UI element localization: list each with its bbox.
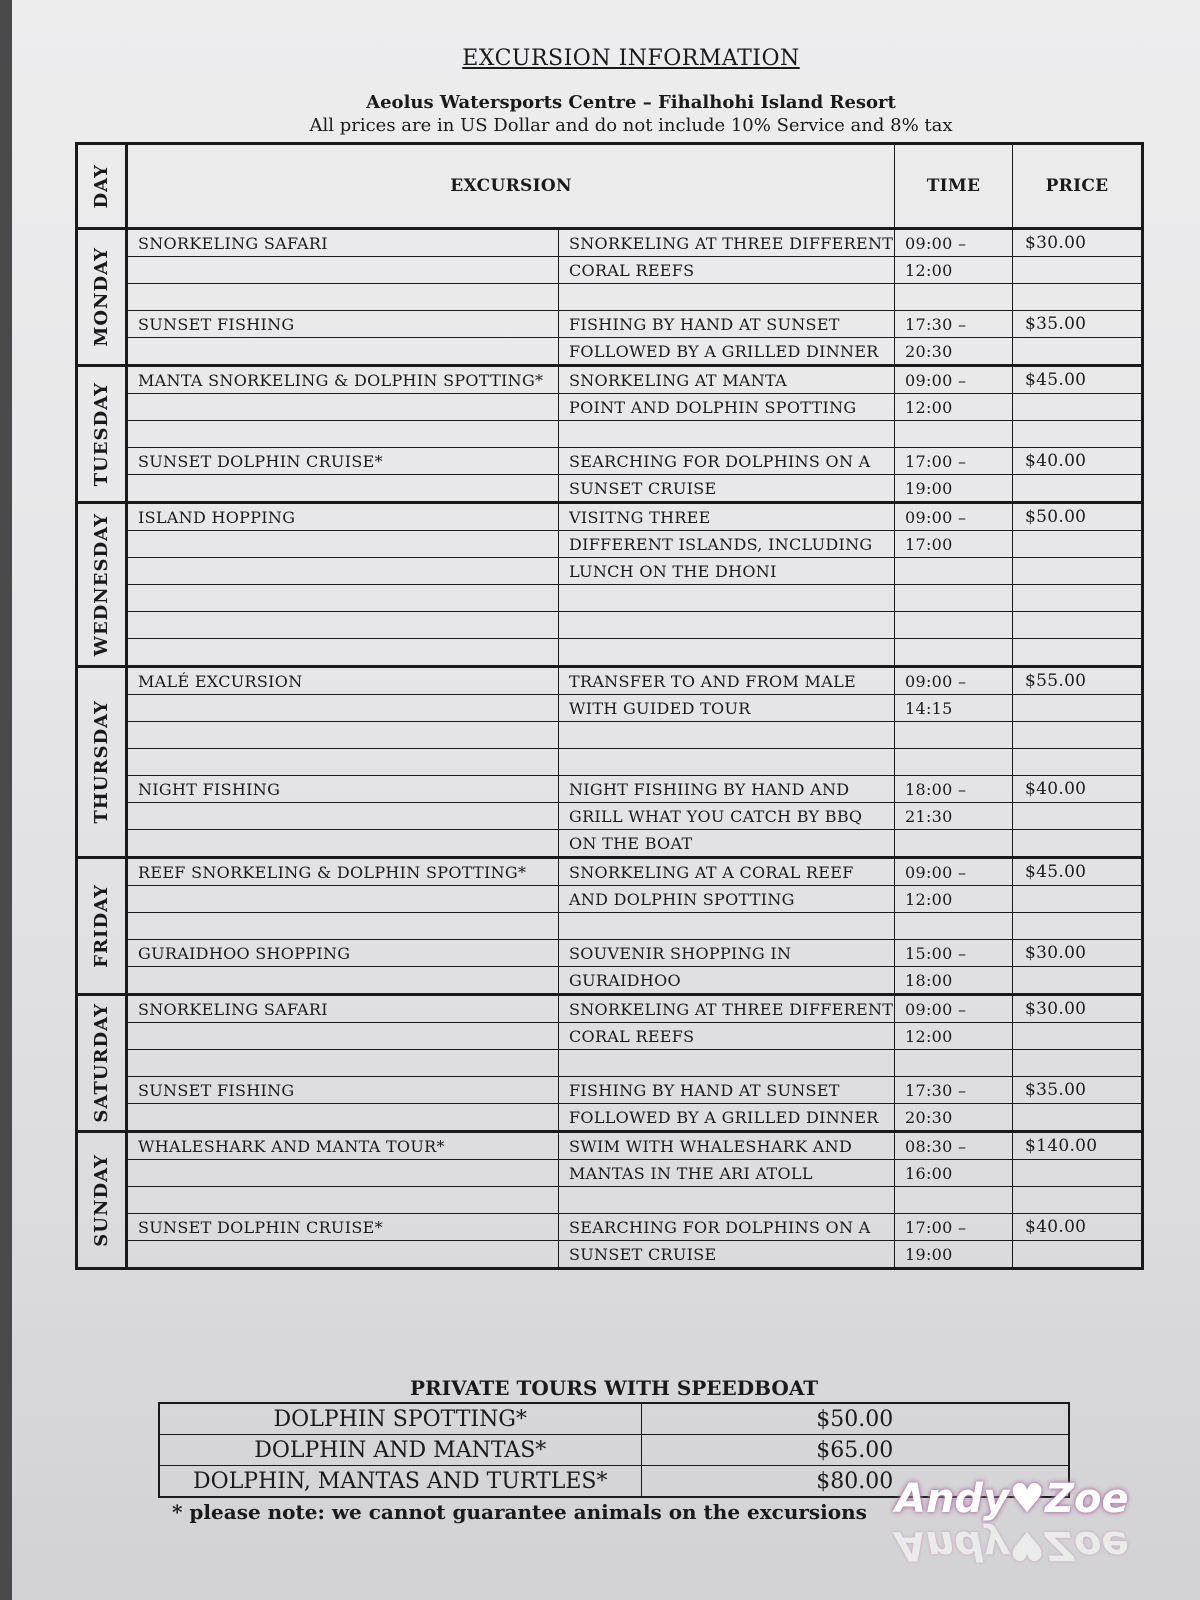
table-row bbox=[77, 1023, 1143, 1050]
excursion-name bbox=[127, 394, 559, 421]
time-cell bbox=[895, 722, 1013, 749]
time-cell bbox=[895, 421, 1013, 448]
excursion-description: ON THE BOAT bbox=[559, 830, 895, 858]
time-cell: 09:00 – bbox=[895, 858, 1013, 886]
excursion-description: FOLLOWED BY A GRILLED DINNER bbox=[559, 338, 895, 366]
price-cell bbox=[1013, 1187, 1143, 1214]
table-row bbox=[77, 1132, 1143, 1160]
table-header-row bbox=[77, 144, 1143, 229]
excursion-description: SNORKELING AT A CORAL REEF bbox=[559, 858, 895, 886]
time-cell: 09:00 – bbox=[895, 995, 1013, 1023]
day-label: FRIDAY bbox=[77, 858, 127, 995]
private-tour-row bbox=[159, 1403, 1069, 1435]
excursion-description: SOUVENIR SHOPPING IN bbox=[559, 940, 895, 967]
price-cell bbox=[1013, 1104, 1143, 1132]
excursion-name bbox=[127, 695, 559, 722]
table-row bbox=[77, 667, 1143, 695]
price-cell bbox=[1013, 886, 1143, 913]
price-cell bbox=[1013, 639, 1143, 667]
time-cell: 19:00 bbox=[895, 475, 1013, 503]
price-cell bbox=[1013, 695, 1143, 722]
excursion-description bbox=[559, 749, 895, 776]
excursion-name bbox=[127, 886, 559, 913]
excursion-name: GURAIDHOO SHOPPING bbox=[127, 940, 559, 967]
time-cell bbox=[895, 639, 1013, 667]
excursion-name bbox=[127, 913, 559, 940]
price-cell: $30.00 bbox=[1013, 940, 1143, 967]
table-row bbox=[77, 366, 1143, 394]
price-cell bbox=[1013, 338, 1143, 366]
excursion-description: FISHING BY HAND AT SUNSET bbox=[559, 311, 895, 338]
time-cell: 17:00 – bbox=[895, 448, 1013, 475]
table-row bbox=[77, 531, 1143, 558]
excursion-description bbox=[559, 421, 895, 448]
time-cell: 09:00 – bbox=[895, 503, 1013, 531]
table-row bbox=[77, 995, 1143, 1023]
excursion-name bbox=[127, 531, 559, 558]
price-cell bbox=[1013, 421, 1143, 448]
table-row bbox=[77, 722, 1143, 749]
excursion-description: SUNSET CRUISE bbox=[559, 1241, 895, 1269]
excursion-name: SNORKELING SAFARI bbox=[127, 229, 559, 257]
table-row bbox=[77, 1241, 1143, 1269]
table-row bbox=[77, 1160, 1143, 1187]
excursion-description: VISITNG THREE bbox=[559, 503, 895, 531]
time-cell: 16:00 bbox=[895, 1160, 1013, 1187]
time-column-header: TIME bbox=[895, 144, 1013, 229]
time-cell: 09:00 – bbox=[895, 229, 1013, 257]
price-cell bbox=[1013, 830, 1143, 858]
excursion-description: AND DOLPHIN SPOTTING bbox=[559, 886, 895, 913]
excursion-description: MANTAS IN THE ARI ATOLL bbox=[559, 1160, 895, 1187]
time-cell: 14:15 bbox=[895, 695, 1013, 722]
table-row bbox=[77, 1104, 1143, 1132]
price-cell: $40.00 bbox=[1013, 1214, 1143, 1241]
price-cell: $40.00 bbox=[1013, 448, 1143, 475]
day-label: WEDNESDAY bbox=[77, 503, 127, 667]
private-tour-name: DOLPHIN, MANTAS AND TURTLES* bbox=[159, 1466, 641, 1498]
table-row bbox=[77, 1077, 1143, 1104]
table-row bbox=[77, 229, 1143, 257]
excursion-description bbox=[559, 1050, 895, 1077]
day-label: TUESDAY bbox=[77, 366, 127, 503]
footnote: * please note: we cannot guarantee animals on the excursions bbox=[172, 1500, 867, 1524]
excursion-name bbox=[127, 1104, 559, 1132]
excursion-name: ISLAND HOPPING bbox=[127, 503, 559, 531]
excursion-name: SUNSET DOLPHIN CRUISE* bbox=[127, 448, 559, 475]
excursion-description: FISHING BY HAND AT SUNSET bbox=[559, 1077, 895, 1104]
price-cell bbox=[1013, 967, 1143, 995]
time-cell: 20:30 bbox=[895, 338, 1013, 366]
private-tour-row bbox=[159, 1435, 1069, 1466]
price-cell bbox=[1013, 1023, 1143, 1050]
excursion-description: CORAL REEFS bbox=[559, 1023, 895, 1050]
table-row bbox=[77, 338, 1143, 366]
table-row bbox=[77, 1214, 1143, 1241]
excursion-name: WHALESHARK AND MANTA TOUR* bbox=[127, 1132, 559, 1160]
price-cell bbox=[1013, 803, 1143, 830]
price-cell bbox=[1013, 722, 1143, 749]
excursion-description: SNORKELING AT THREE DIFFERENT bbox=[559, 229, 895, 257]
excursion-name: REEF SNORKELING & DOLPHIN SPOTTING* bbox=[127, 858, 559, 886]
excursion-description: GRILL WHAT YOU CATCH BY BBQ bbox=[559, 803, 895, 830]
time-cell bbox=[895, 830, 1013, 858]
table-row bbox=[77, 558, 1143, 585]
price-cell bbox=[1013, 1241, 1143, 1269]
excursion-description bbox=[559, 913, 895, 940]
time-cell: 09:00 – bbox=[895, 667, 1013, 695]
excursion-description: CORAL REEFS bbox=[559, 257, 895, 284]
table-row bbox=[77, 858, 1143, 886]
time-cell: 12:00 bbox=[895, 257, 1013, 284]
excursion-description: WITH GUIDED TOUR bbox=[559, 695, 895, 722]
price-cell bbox=[1013, 585, 1143, 612]
price-column-header: PRICE bbox=[1013, 144, 1143, 229]
table-row bbox=[77, 830, 1143, 858]
excursion-name bbox=[127, 722, 559, 749]
time-cell: 19:00 bbox=[895, 1241, 1013, 1269]
table-row bbox=[77, 448, 1143, 475]
time-cell bbox=[895, 585, 1013, 612]
excursion-description: POINT AND DOLPHIN SPOTTING bbox=[559, 394, 895, 421]
excursion-description: GURAIDHOO bbox=[559, 967, 895, 995]
table-row bbox=[77, 776, 1143, 803]
time-cell: 17:00 bbox=[895, 531, 1013, 558]
time-cell: 12:00 bbox=[895, 886, 1013, 913]
excursion-name: SUNSET DOLPHIN CRUISE* bbox=[127, 1214, 559, 1241]
excursion-name bbox=[127, 257, 559, 284]
excursion-name bbox=[127, 558, 559, 585]
excursion-name: SUNSET FISHING bbox=[127, 1077, 559, 1104]
time-cell bbox=[895, 749, 1013, 776]
table-row bbox=[77, 886, 1143, 913]
time-cell bbox=[895, 1050, 1013, 1077]
time-cell: 17:30 – bbox=[895, 311, 1013, 338]
excursion-name bbox=[127, 1023, 559, 1050]
time-cell bbox=[895, 284, 1013, 311]
price-cell: $140.00 bbox=[1013, 1132, 1143, 1160]
table-row bbox=[77, 803, 1143, 830]
excursion-description: SNORKELING AT MANTA bbox=[559, 366, 895, 394]
table-row bbox=[77, 749, 1143, 776]
excursion-description: FOLLOWED BY A GRILLED DINNER bbox=[559, 1104, 895, 1132]
time-cell: 12:00 bbox=[895, 394, 1013, 421]
table-row bbox=[77, 394, 1143, 421]
day-label: SUNDAY bbox=[77, 1132, 127, 1269]
price-cell: $45.00 bbox=[1013, 858, 1143, 886]
excursion-description bbox=[559, 722, 895, 749]
excursion-description: DIFFERENT ISLANDS, INCLUDING bbox=[559, 531, 895, 558]
price-cell: $35.00 bbox=[1013, 311, 1143, 338]
excursion-name: SNORKELING SAFARI bbox=[127, 995, 559, 1023]
table-row bbox=[77, 639, 1143, 667]
tax-note: All prices are in US Dollar and do not include 10% Service and 8% tax bbox=[309, 115, 953, 136]
excursion-description: SNORKELING AT THREE DIFFERENT bbox=[559, 995, 895, 1023]
time-cell bbox=[895, 913, 1013, 940]
price-cell: $50.00 bbox=[1013, 503, 1143, 531]
excursion-name bbox=[127, 749, 559, 776]
time-cell: 09:00 – bbox=[895, 366, 1013, 394]
excursion-name bbox=[127, 967, 559, 995]
table-row bbox=[77, 284, 1143, 311]
price-cell bbox=[1013, 749, 1143, 776]
table-row bbox=[77, 695, 1143, 722]
time-cell: 08:30 – bbox=[895, 1132, 1013, 1160]
excursion-name bbox=[127, 1050, 559, 1077]
time-cell: 18:00 bbox=[895, 967, 1013, 995]
private-tour-name: DOLPHIN AND MANTAS* bbox=[159, 1435, 641, 1466]
private-tour-name: DOLPHIN SPOTTING* bbox=[159, 1403, 641, 1435]
price-cell bbox=[1013, 531, 1143, 558]
time-cell: 21:30 bbox=[895, 803, 1013, 830]
excursion-name bbox=[127, 475, 559, 503]
excursion-name: MANTA SNORKELING & DOLPHIN SPOTTING* bbox=[127, 366, 559, 394]
excursion-description: SUNSET CRUISE bbox=[559, 475, 895, 503]
watermark-reflection: Andy♥Zoe bbox=[895, 1522, 1129, 1568]
price-cell: $30.00 bbox=[1013, 229, 1143, 257]
excursion-description bbox=[559, 284, 895, 311]
table-row bbox=[77, 311, 1143, 338]
excursion-name bbox=[127, 421, 559, 448]
table-row bbox=[77, 475, 1143, 503]
excursion-name bbox=[127, 585, 559, 612]
table-row bbox=[77, 967, 1143, 995]
excursion-name bbox=[127, 1187, 559, 1214]
price-cell: $55.00 bbox=[1013, 667, 1143, 695]
time-cell bbox=[895, 612, 1013, 639]
excursion-description bbox=[559, 1187, 895, 1214]
excursion-name bbox=[127, 639, 559, 667]
table-row bbox=[77, 503, 1143, 531]
price-cell bbox=[1013, 394, 1143, 421]
excursion-description: NIGHT FISHIING BY HAND AND bbox=[559, 776, 895, 803]
excursion-description: SEARCHING FOR DOLPHINS ON A bbox=[559, 448, 895, 475]
price-cell bbox=[1013, 257, 1143, 284]
price-cell bbox=[1013, 284, 1143, 311]
excursion-name: MALÉ EXCURSION bbox=[127, 667, 559, 695]
excursion-name: SUNSET FISHING bbox=[127, 311, 559, 338]
table-row bbox=[77, 913, 1143, 940]
price-cell bbox=[1013, 475, 1143, 503]
day-label: MONDAY bbox=[77, 229, 127, 366]
excursion-name bbox=[127, 338, 559, 366]
day-label: SATURDAY bbox=[77, 995, 127, 1132]
price-cell bbox=[1013, 913, 1143, 940]
excursion-name bbox=[127, 830, 559, 858]
table-row bbox=[77, 612, 1143, 639]
time-cell bbox=[895, 1187, 1013, 1214]
time-cell: 15:00 – bbox=[895, 940, 1013, 967]
price-cell: $30.00 bbox=[1013, 995, 1143, 1023]
price-cell: $45.00 bbox=[1013, 366, 1143, 394]
price-cell: $35.00 bbox=[1013, 1077, 1143, 1104]
excursion-description bbox=[559, 585, 895, 612]
price-cell bbox=[1013, 1050, 1143, 1077]
excursion-description: SWIM WITH WHALESHARK AND bbox=[559, 1132, 895, 1160]
excursion-description: SEARCHING FOR DOLPHINS ON A bbox=[559, 1214, 895, 1241]
excursion-name bbox=[127, 284, 559, 311]
excursion-name bbox=[127, 803, 559, 830]
excursion-name bbox=[127, 1160, 559, 1187]
excursion-description bbox=[559, 612, 895, 639]
day-column-header: DAY bbox=[77, 144, 127, 229]
table-row bbox=[77, 421, 1143, 448]
table-row bbox=[77, 940, 1143, 967]
excursion-schedule-table bbox=[75, 142, 1144, 1270]
table-row bbox=[77, 585, 1143, 612]
private-tour-price: $80.00 bbox=[641, 1466, 1069, 1498]
excursion-name bbox=[127, 1241, 559, 1269]
watermark-logo: Andy♥Zoe bbox=[895, 1476, 1129, 1522]
document-title: EXCURSION INFORMATION bbox=[462, 46, 800, 71]
price-cell bbox=[1013, 612, 1143, 639]
price-cell: $40.00 bbox=[1013, 776, 1143, 803]
resort-subtitle: Aeolus Watersports Centre – Fihalhohi Island Resort bbox=[366, 92, 896, 113]
excursion-description: LUNCH ON THE DHONI bbox=[559, 558, 895, 585]
time-cell: 18:00 – bbox=[895, 776, 1013, 803]
day-label: THURSDAY bbox=[77, 667, 127, 858]
price-cell bbox=[1013, 558, 1143, 585]
excursion-description bbox=[559, 639, 895, 667]
table-row bbox=[77, 1187, 1143, 1214]
private-tour-price: $50.00 bbox=[641, 1403, 1069, 1435]
excursion-name: NIGHT FISHING bbox=[127, 776, 559, 803]
excursion-column-header: EXCURSION bbox=[127, 144, 895, 229]
table-row bbox=[77, 1050, 1143, 1077]
time-cell bbox=[895, 558, 1013, 585]
excursion-name bbox=[127, 612, 559, 639]
private-tours-title: PRIVATE TOURS WITH SPEEDBOAT bbox=[410, 1376, 819, 1400]
time-cell: 12:00 bbox=[895, 1023, 1013, 1050]
time-cell: 17:30 – bbox=[895, 1077, 1013, 1104]
price-cell bbox=[1013, 1160, 1143, 1187]
time-cell: 17:00 – bbox=[895, 1214, 1013, 1241]
time-cell: 20:30 bbox=[895, 1104, 1013, 1132]
excursion-description: TRANSFER TO AND FROM MALE bbox=[559, 667, 895, 695]
table-row bbox=[77, 257, 1143, 284]
private-tour-price: $65.00 bbox=[641, 1435, 1069, 1466]
